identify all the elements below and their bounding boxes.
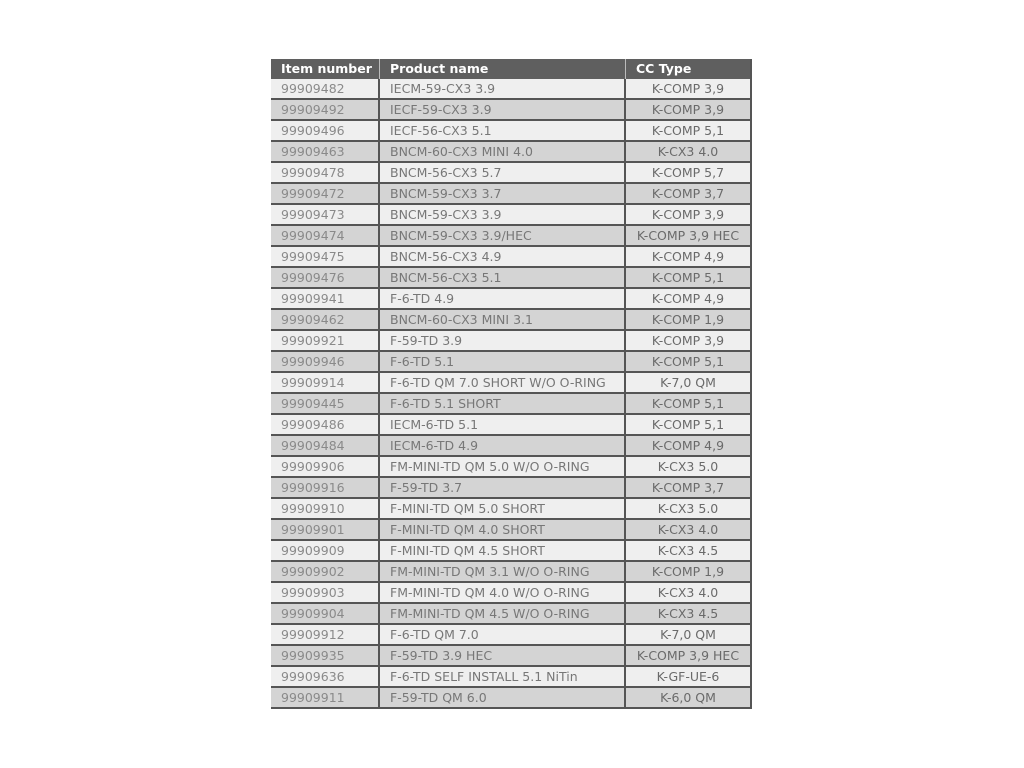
- cell-cc-type: K-COMP 1,9: [651, 312, 725, 327]
- cell-cc-type: K-CX3 5.0: [657, 501, 719, 516]
- column-header-item-number: Item number: [271, 59, 380, 79]
- cell-item-number: 99909901: [271, 520, 380, 539]
- table-row: [271, 583, 750, 604]
- cell-item-number: 99909935: [271, 646, 380, 665]
- cell-item-number: 99909474: [271, 226, 380, 245]
- table-row: [271, 562, 750, 583]
- cell-product-name: BNCM-59-CX3 3.9/HEC: [380, 226, 626, 245]
- table-row: [271, 79, 750, 100]
- cell-cc-type: K-6,0 QM: [660, 690, 716, 705]
- cell-cc-type: K-COMP 5,7: [651, 165, 725, 180]
- cell-item-number: 99909941: [271, 289, 380, 308]
- cell-product-name: F-59-TD QM 6.0: [380, 688, 626, 707]
- cell-item-number: 99909462: [271, 310, 380, 329]
- cell-cc-type: K-GF-UE-6: [656, 669, 720, 684]
- table-row: [271, 331, 750, 352]
- table-row: [271, 289, 750, 310]
- cell-product-name: IECM-6-TD 4.9: [380, 436, 626, 455]
- cell-cc-type: K-COMP 3,9 HEC: [636, 648, 740, 663]
- table-row: [271, 394, 750, 415]
- cell-product-name: F-6-TD SELF INSTALL 5.1 NiTin: [380, 667, 626, 686]
- cell-cc-type: K-CX3 4.0: [657, 585, 719, 600]
- table-row: [271, 268, 750, 289]
- cell-item-number: 99909478: [271, 163, 380, 182]
- cell-product-name: F-59-TD 3.9: [380, 331, 626, 350]
- cell-cc-type: K-COMP 3,9 HEC: [636, 228, 740, 243]
- cell-item-number: 99909903: [271, 583, 380, 602]
- cell-item-number: 99909912: [271, 625, 380, 644]
- cell-item-number: 99909902: [271, 562, 380, 581]
- cell-product-name: F-MINI-TD QM 5.0 SHORT: [380, 499, 626, 518]
- table-row: [271, 373, 750, 394]
- cell-product-name: IECF-59-CX3 3.9: [380, 100, 626, 119]
- cell-product-name: F-6-TD 5.1: [380, 352, 626, 371]
- cell-item-number: 99909472: [271, 184, 380, 203]
- cell-cc-type: K-COMP 3,9: [651, 207, 725, 222]
- cell-item-number: 99909496: [271, 121, 380, 140]
- cell-product-name: IECM-6-TD 5.1: [380, 415, 626, 434]
- table-row: [271, 415, 750, 436]
- table-row: [271, 478, 750, 499]
- cell-item-number: 99909445: [271, 394, 380, 413]
- column-header-cc-type: CC Type: [636, 61, 692, 76]
- table-row: [271, 688, 750, 709]
- cell-cc-type: K-7,0 QM: [660, 375, 716, 390]
- cell-cc-type: K-COMP 5,1: [651, 354, 725, 369]
- cell-cc-type: K-COMP 3,7: [651, 480, 725, 495]
- cell-product-name: BNCM-60-CX3 MINI 4.0: [380, 142, 626, 161]
- cell-cc-type: K-COMP 5,1: [651, 396, 725, 411]
- table-row: [271, 457, 750, 478]
- table-row: [271, 667, 750, 688]
- cell-product-name: BNCM-59-CX3 3.9: [380, 205, 626, 224]
- table-row: [271, 121, 750, 142]
- cell-item-number: 99909906: [271, 457, 380, 476]
- table-row: [271, 499, 750, 520]
- cell-product-name: IECF-56-CX3 5.1: [380, 121, 626, 140]
- cell-item-number: 99909476: [271, 268, 380, 287]
- table-row: [271, 100, 750, 121]
- cell-product-name: F-MINI-TD QM 4.5 SHORT: [380, 541, 626, 560]
- cell-item-number: 99909475: [271, 247, 380, 266]
- cell-cc-type: K-CX3 4.0: [657, 522, 719, 537]
- product-table: [271, 59, 752, 709]
- cell-product-name: BNCM-56-CX3 4.9: [380, 247, 626, 266]
- cell-product-name: BNCM-59-CX3 3.7: [380, 184, 626, 203]
- cell-item-number: 99909463: [271, 142, 380, 161]
- table-row: [271, 352, 750, 373]
- cell-product-name: BNCM-60-CX3 MINI 3.1: [380, 310, 626, 329]
- cell-cc-type: K-COMP 5,1: [651, 270, 725, 285]
- table-row: [271, 163, 750, 184]
- table-row: [271, 436, 750, 457]
- cell-cc-type: K-COMP 3,9: [651, 102, 725, 117]
- column-header-product-name: Product name: [380, 59, 626, 79]
- cell-item-number: 99909486: [271, 415, 380, 434]
- table-row: [271, 184, 750, 205]
- cell-item-number: 99909946: [271, 352, 380, 371]
- cell-cc-type: K-COMP 5,1: [651, 417, 725, 432]
- table-row: [271, 205, 750, 226]
- table-row: [271, 604, 750, 625]
- cell-item-number: 99909910: [271, 499, 380, 518]
- cell-product-name: F-6-TD QM 7.0 SHORT W/O O-RING: [380, 373, 626, 392]
- cell-product-name: F-MINI-TD QM 4.0 SHORT: [380, 520, 626, 539]
- cell-item-number: 99909484: [271, 436, 380, 455]
- cell-cc-type: K-7,0 QM: [660, 627, 716, 642]
- cell-product-name: FM-MINI-TD QM 5.0 W/O O-RING: [380, 457, 626, 476]
- table-row: [271, 226, 750, 247]
- cell-item-number: 99909909: [271, 541, 380, 560]
- table-header-row: [271, 59, 750, 79]
- cell-item-number: 99909482: [271, 79, 380, 98]
- cell-cc-type: K-COMP 4,9: [651, 249, 725, 264]
- cell-product-name: F-6-TD 5.1 SHORT: [380, 394, 626, 413]
- cell-item-number: 99909904: [271, 604, 380, 623]
- cell-item-number: 99909921: [271, 331, 380, 350]
- cell-cc-type: K-COMP 1,9: [651, 564, 725, 579]
- cell-item-number: 99909492: [271, 100, 380, 119]
- cell-product-name: F-59-TD 3.9 HEC: [380, 646, 626, 665]
- cell-product-name: BNCM-56-CX3 5.1: [380, 268, 626, 287]
- cell-cc-type: K-COMP 3,9: [651, 333, 725, 348]
- table-row: [271, 625, 750, 646]
- table-row: [271, 142, 750, 163]
- cell-product-name: FM-MINI-TD QM 3.1 W/O O-RING: [380, 562, 626, 581]
- cell-product-name: F-59-TD 3.7: [380, 478, 626, 497]
- cell-product-name: BNCM-56-CX3 5.7: [380, 163, 626, 182]
- table-row: [271, 247, 750, 268]
- cell-cc-type: K-COMP 4,9: [651, 291, 725, 306]
- table-row: [271, 646, 750, 667]
- cell-cc-type: K-CX3 4.5: [657, 606, 719, 621]
- cell-cc-type: K-COMP 4,9: [651, 438, 725, 453]
- cell-product-name: FM-MINI-TD QM 4.0 W/O O-RING: [380, 583, 626, 602]
- cell-item-number: 99909636: [271, 667, 380, 686]
- cell-cc-type: K-CX3 5.0: [657, 459, 719, 474]
- cell-product-name: F-6-TD QM 7.0: [380, 625, 626, 644]
- cell-cc-type: K-COMP 5,1: [651, 123, 725, 138]
- cell-cc-type: K-CX3 4.5: [657, 543, 719, 558]
- table-row: [271, 541, 750, 562]
- cell-cc-type: K-COMP 3,9: [651, 81, 725, 96]
- cell-item-number: 99909914: [271, 373, 380, 392]
- cell-cc-type: K-COMP 3,7: [651, 186, 725, 201]
- cell-item-number: 99909916: [271, 478, 380, 497]
- cell-product-name: F-6-TD 4.9: [380, 289, 626, 308]
- cell-item-number: 99909473: [271, 205, 380, 224]
- table-row: [271, 520, 750, 541]
- cell-item-number: 99909911: [271, 688, 380, 707]
- cell-product-name: FM-MINI-TD QM 4.5 W/O O-RING: [380, 604, 626, 623]
- table-row: [271, 310, 750, 331]
- cell-cc-type: K-CX3 4.0: [657, 144, 719, 159]
- table-body: [271, 79, 750, 709]
- cell-product-name: IECM-59-CX3 3.9: [380, 79, 626, 98]
